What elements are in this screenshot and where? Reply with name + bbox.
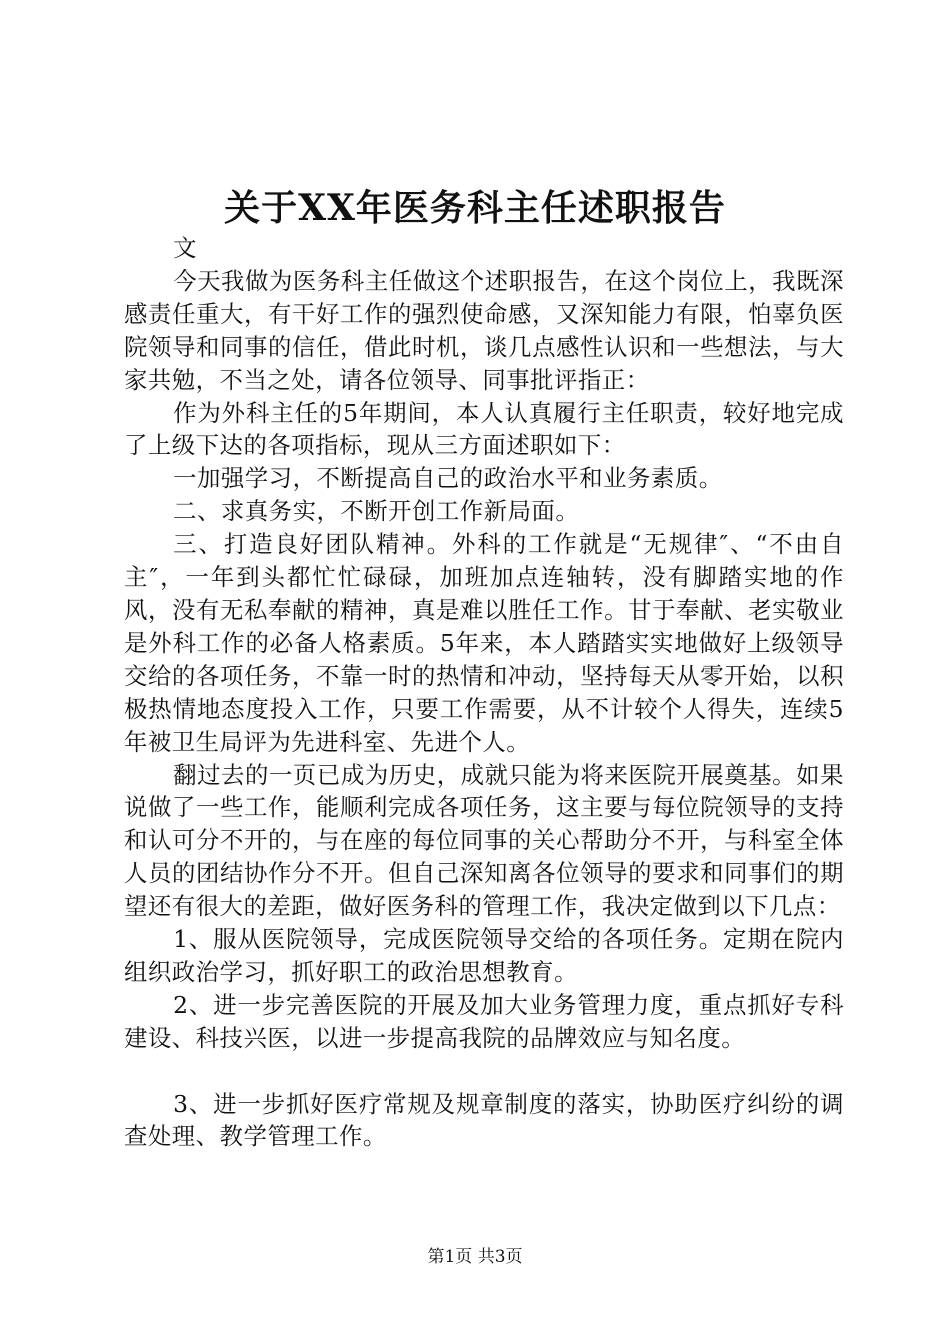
paragraph-summary: 作为外科主任的5年期间，本人认真履行主任职责，较好地完成了上级下达的各项指标，现从三方面述职如下： (124, 398, 844, 460)
document-title: 关于XX年医务科主任述职报告 (224, 187, 726, 229)
paragraph-plan-2: 2、进一步完善医院的开展及加大业务管理力度，重点抓好专科建设、科技兴医，以进一步提高我院的品牌效应与知名度。 (124, 990, 844, 1052)
paragraph-point-1: 一加强学习，不断提高自己的政治水平和业务素质。 (173, 464, 723, 493)
paragraph-plan-3: 3、进一步抓好医疗常规及规章制度的落实，协助医疗纠纷的调查处理、教学管理工作。 (124, 1089, 844, 1151)
paragraph-reflection: 翻过去的一页已成为历史，成就只能为将来医院开展奠基。如果说做了一些工作，能顺利完成各项任务，这主要与每位院领导的支持和认可分不开的，与在座的每位同事的关心帮助分不开，与科室全体人员的团结协作分不开。但自己深知离各位领导的要求和同事们的期望还有很大的差距，做好医务科的管理工作，我决定做到以下几点： (124, 760, 844, 921)
paragraph-point-3: 三、打造良好团队精神。外科的工作就是“无规律″、“不由自主″，一年到头都忙忙碌碌，加班加点连轴转，没有脚踏实地的作风，没有无私奉献的精神，真是难以胜任工作。甘于奉献、老实敬业是外科工作的必备人格素质。5年来，本人踏踏实实地做好上级领导交给的各项任务，不靠一时的热情和冲动，坚持每天从零开始，以积极热情地态度投入工作，只要工作需要，从不计较个人得失，连续5年被卫生局评为先进科室、先进个人。 (124, 530, 844, 756)
paragraph-intro: 今天我做为医务科主任做这个述职报告，在这个岗位上，我既深感责任重大，有干好工作的强烈使命感，又深知能力有限，怕辜负医院领导和同事的信任，借此时机，谈几点感性认识和一些想法，与大家共勉，不当之处，请各位领导、同事批评指正： (124, 266, 844, 394)
document-body (124, 232, 844, 1153)
paragraph-plan-1: 1、服从医院领导，完成医院领导交给的各项任务。定期在院内组织政治学习，抓好职工的政治思想教育。 (124, 925, 844, 986)
paragraph-author: 文 (173, 234, 198, 262)
paragraph-point-2: 二、求真务实，不断开创工作新局面。 (173, 497, 580, 526)
page-footer: 第1页 共3页 (427, 1247, 523, 1267)
paragraph-spacer (124, 1055, 844, 1088)
